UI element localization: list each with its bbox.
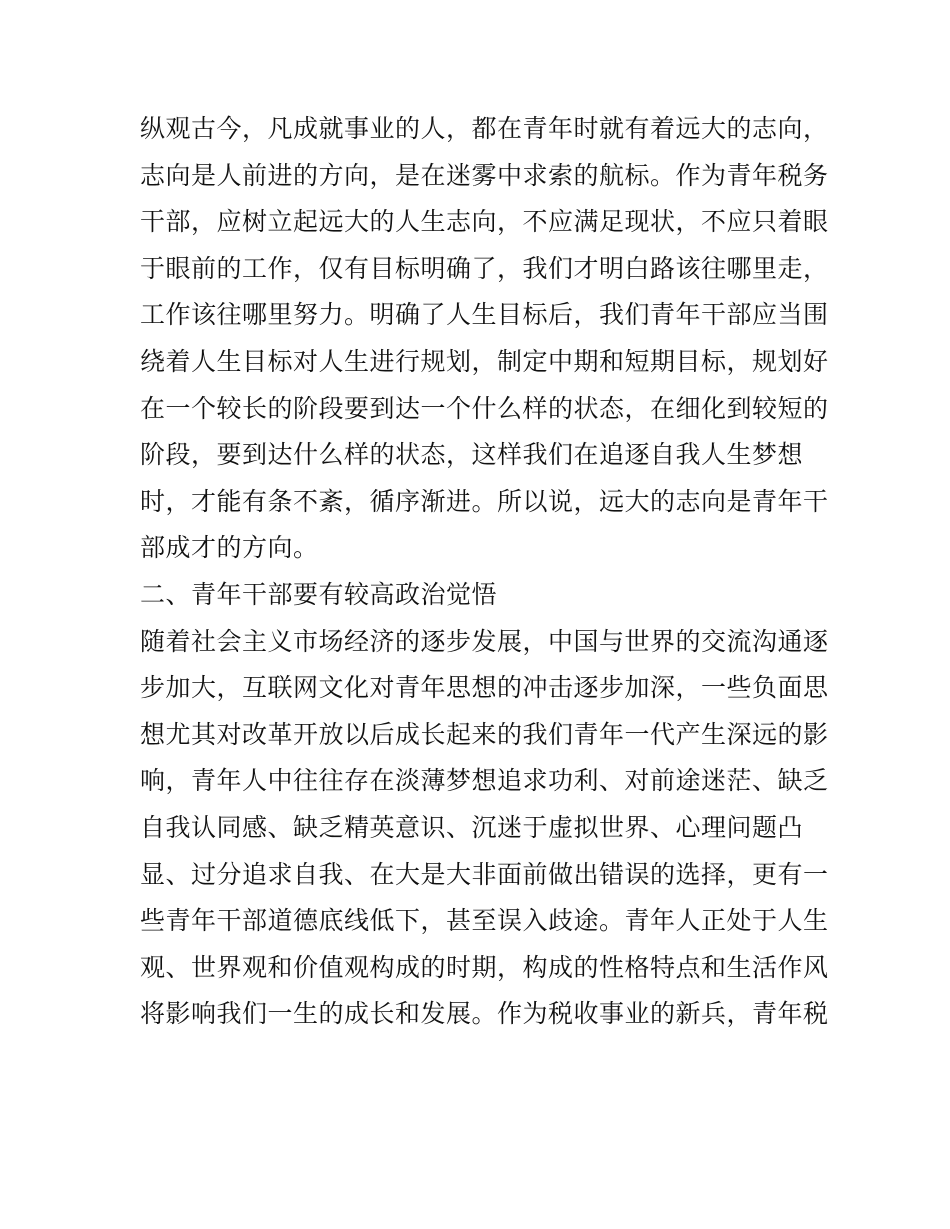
paragraph-line: 将影响我们一生的成长和发展。作为税收事业的新兵，青年税 — [140, 999, 829, 1029]
paragraph-line: 想尤其对改革开放以后成长起来的我们青年一代产生深远的影 — [140, 719, 829, 749]
paragraph-line: 时，才能有条不紊，循序渐进。所以说，远大的志向是青年干 — [140, 486, 829, 516]
paragraph-line: 响，青年人中往往存在淡薄梦想追求功利、对前途迷茫、缺乏 — [140, 766, 829, 796]
paragraph-line: 纵观古今，凡成就事业的人，都在青年时就有着远大的志向， — [140, 114, 829, 143]
paragraph-line: 在一个较长的阶段要到达一个什么样的状态，在细化到较短的 — [140, 393, 829, 423]
paragraph-line: 些青年干部道德底线低下，甚至误入歧途。青年人正处于人生 — [140, 906, 829, 936]
paragraph-line: 部成才的方向。 — [140, 533, 319, 563]
section-heading: 二、青年干部要有较高政治觉悟 — [140, 579, 498, 609]
paragraph-line: 观、世界观和价值观构成的时期，构成的性格特点和生活作风 — [140, 952, 829, 982]
paragraph-line: 阶段，要到达什么样的状态，这样我们在追逐自我人生梦想 — [140, 440, 804, 470]
paragraph-line: 干部，应树立起远大的人生志向，不应满足现状，不应只着眼 — [140, 207, 829, 237]
paragraph-line: 随着社会主义市场经济的逐步发展，中国与世界的交流沟通逐 — [140, 626, 829, 656]
paragraph-line: 绕着人生目标对人生进行规划，制定中期和短期目标，规划好 — [140, 346, 829, 376]
paragraph-line: 显、过分追求自我、在大是大非面前做出错误的选择，更有一 — [140, 859, 829, 889]
document-body — [140, 106, 829, 1038]
paragraph-line: 自我认同感、缺乏精英意识、沉迷于虚拟世界、心理问题凸 — [140, 812, 804, 842]
paragraph-line: 步加大，互联网文化对青年思想的冲击逐步加深，一些负面思 — [140, 673, 829, 703]
paragraph-line: 志向是人前进的方向，是在迷雾中求索的航标。作为青年税务 — [140, 160, 829, 190]
paragraph-line: 工作该往哪里努力。明确了人生目标后，我们青年干部应当围 — [140, 300, 829, 330]
paragraph-line: 于眼前的工作，仅有目标明确了，我们才明白路该往哪里走， — [140, 253, 829, 283]
